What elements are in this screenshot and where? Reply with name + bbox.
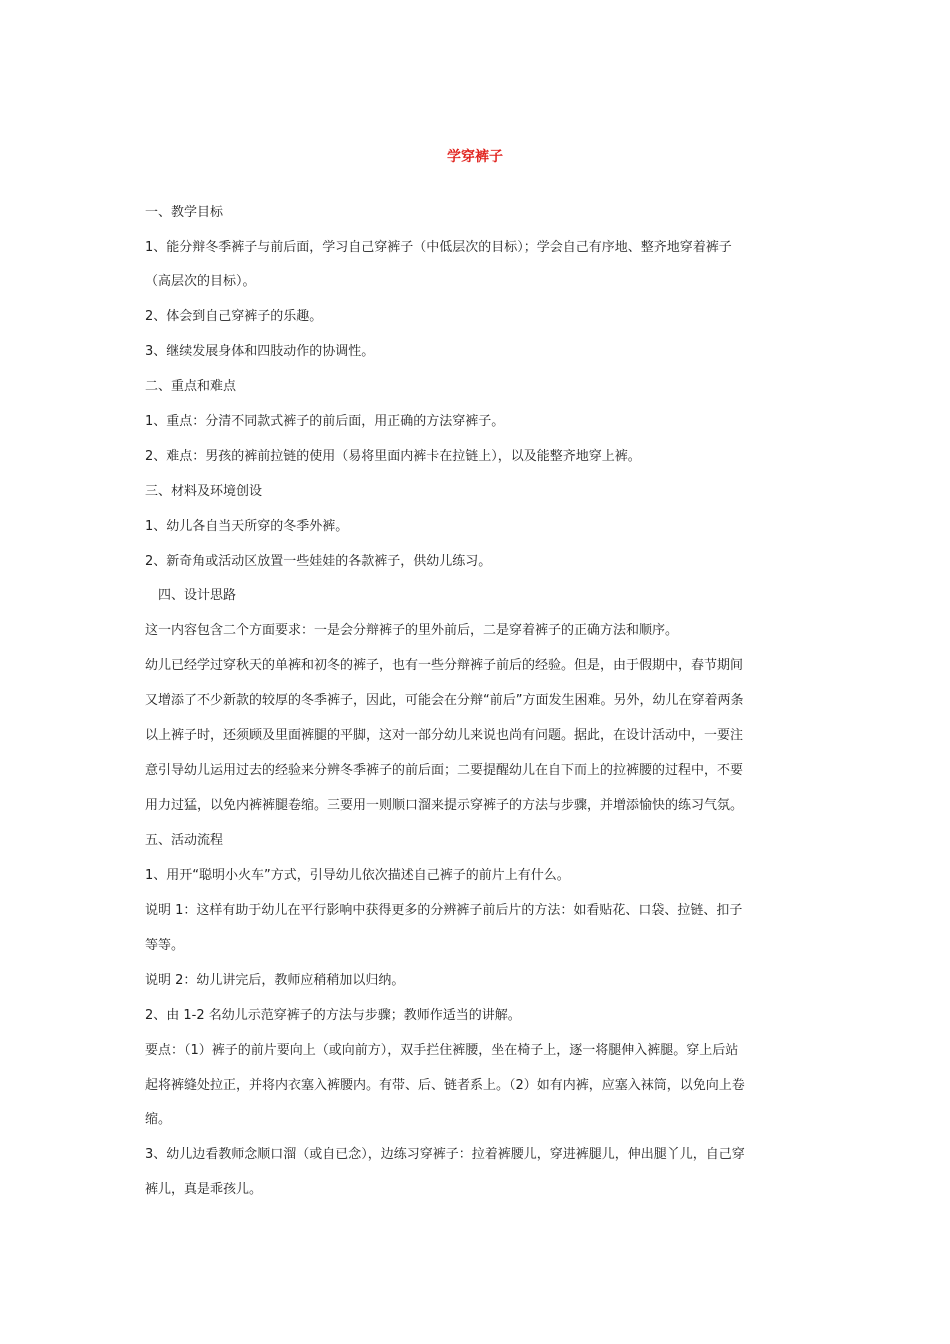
paragraph-line: 起将裤缝处拉正，并将内衣塞入裤腰内。有带、后、链者系上。（2）如有内裤，应塞入袜筒，以免向上卷 [145,1078,745,1093]
paragraph-line: 要点：（1）裤子的前片要向上（或向前方），双手拦住裤腰，坐在椅子上，逐一将腿伸入裤腿。穿上后站 [145,1043,739,1058]
paragraph-line: 幼儿已经学过穿秋天的单裤和初冬的裤子，也有一些分辩裤子前后的经验。但是，由于假期中，春节期间 [145,658,744,673]
document-title: 学穿裤子 [447,149,503,165]
paragraph-line: 2、由 1-2 名幼儿示范穿裤子的方法与步骤；教师作适当的讲解。 [145,1008,521,1023]
paragraph-line: 缩。 [145,1112,172,1127]
paragraph-line: 3、幼儿边看教师念顺口溜（或自已念），边练习穿裤子：拉着裤腰儿，穿进裤腿儿，伸出腿丫儿，自己穿 [145,1147,745,1162]
paragraph-line: 1、用开“聪明小火车”方式，引导幼儿依次描述自己裤子的前片上有什么。 [145,868,570,883]
paragraph-line: 3、继续发展身体和四肢动作的协调性。 [145,344,375,359]
paragraph-line: 五、活动流程 [145,833,224,848]
paragraph-line: 裤儿，真是乖孩儿。 [145,1182,263,1197]
paragraph-line: 以上裤子时，还须顾及里面裤腿的平脚，这对一部分幼儿来说也尚有问题。据此，在设计活动中，一要注 [145,728,744,743]
paragraph-line: 等等。 [145,938,185,953]
paragraph-line: 又增添了不少新款的较厚的冬季裤子，因此，可能会在分辩“前后”方面发生困难。另外，幼儿在穿着两条 [145,693,744,708]
paragraph-line: （高层次的目标）。 [145,274,256,289]
paragraph-line: 2、新奇角或活动区放置一些娃娃的各款裤子，供幼儿练习。 [145,554,492,569]
paragraph-line: 二、重点和难点 [145,379,237,394]
paragraph-line: 一、教学目标 [145,205,224,220]
paragraph-line: 1、重点：分清不同款式裤子的前后面，用正确的方法穿裤子。 [145,414,505,429]
paragraph-line: 用力过猛，以免内裤裤腿卷缩。三要用一则顺口溜来提示穿裤子的方法与步骤，并增添愉快的练习气氛。 [145,798,744,813]
paragraph-line: 这一内容包含二个方面要求：一是会分辩裤子的里外前后，二是穿着裤子的正确方法和顺序。 [145,623,679,638]
paragraph-line: 意引导幼儿运用过去的经验来分辨冬季裤子的前后面；二要提醒幼儿在自下而上的拉裤腰的过程中，不要 [145,763,744,778]
paragraph-line: 三、材料及环境创设 [145,484,263,499]
paragraph-line: 说明 2：幼儿讲完后，教师应稍稍加以归纳。 [145,973,405,988]
paragraph-line: 四、设计思路 [145,588,237,603]
paragraph-line: 2、难点：男孩的裤前拉链的使用（易将里面内裤卡在拉链上），以及能整齐地穿上裤。 [145,449,641,464]
paragraph-line: 2、体会到自己穿裤子的乐趣。 [145,309,323,324]
paragraph-line: 说明 1：这样有助于幼儿在平行影响中获得更多的分辨裤子前后片的方法：如看贴花、口袋、拉链、扣子 [145,903,743,918]
paragraph-line: 1、幼儿各自当天所穿的冬季外裤。 [145,519,349,534]
paragraph-line: 1、能分辩冬季裤子与前后面，学习自己穿裤子（中低层次的目标）；学会自己有序地、整齐地穿着裤子 [145,240,732,255]
